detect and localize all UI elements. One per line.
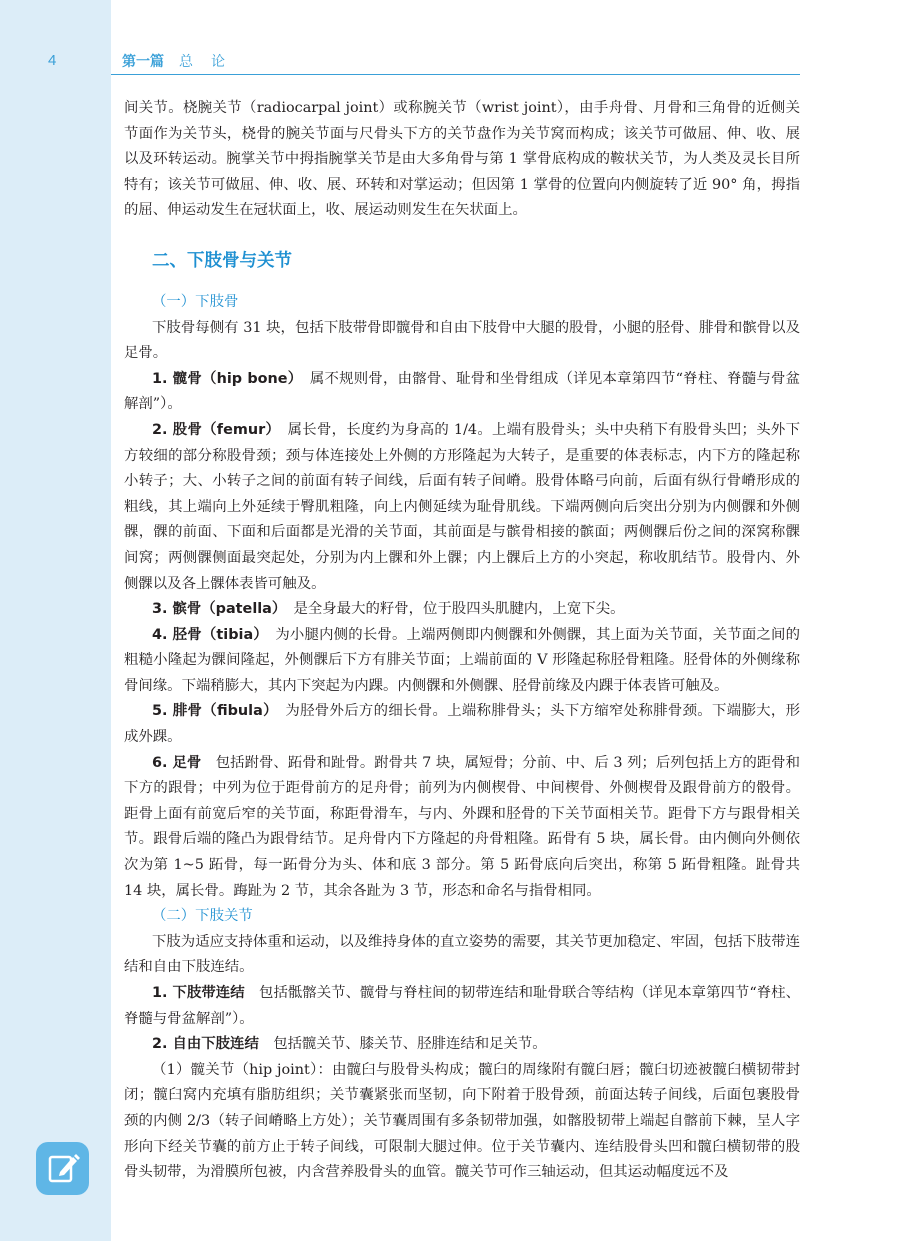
note-edit-button[interactable] — [36, 1142, 89, 1195]
list-item — [124, 623, 800, 700]
term: 2. 自由下肢连结 — [152, 1036, 259, 1053]
list-item — [124, 699, 800, 750]
term: 3. 髌骨（patella） — [152, 601, 280, 618]
item-text: 为小腿内侧的长骨。上端两侧即内侧髁和外侧髁，其上面为关节面，关节面之间的粗糙小隆起为髁间隆起，外侧髁后下方有腓关节面；上端前面的 V 形隆起称胫骨粗隆。胫骨体的外侧缘称骨间缘。下端稍膨大，其内下突起为内踝。内侧髁和外侧髁、胫骨前缘及内踝于体表皆可触及。 — [124, 626, 800, 694]
paragraph: （1）髋关节（hip joint）：由髋臼与股骨头构成；髋臼的周缘附有髋臼唇；髋臼切迹被髋臼横韧带封闭；髋臼窝内充填有脂肪组织；关节囊紧张而坚韧，向下附着于股骨颈，前面达转子间线，后面包裹股骨颈的内侧 2/3（转子间嵴略上方处）；关节囊周围有多条韧带加强，如髂股韧带上端起自髂前下棘，呈人字形向下经关节囊的前方止于转子间线，可限制大腿过伸。位于关节囊内、连结股骨头凹和髋臼横韧带的股骨头韧带，为滑膜所包被，内含营养股骨头的血管。髋关节可作三轴运动，但其运动幅度远不及 — [124, 1061, 800, 1181]
item-text: 包括骶髂关节、髋骨与脊柱间的韧带连结和耻骨联合等结构（详见本章第四节“脊柱、脊髓与骨盆解剖”）。 — [124, 985, 800, 1027]
term: 5. 腓骨（fibula） — [152, 703, 271, 720]
term: 1. 下肢带连结 — [152, 985, 245, 1001]
item-text: 属不规则骨，由髂骨、耻骨和坐骨组成（详见本章第四节“脊柱、脊髓与骨盆解剖”）。 — [124, 370, 800, 413]
paragraph: 下肢为适应支持体重和运动，以及维持身体的直立姿势的需要，其关节更加稳定、牢固，包括下肢带连结和自由下肢连结。 — [124, 933, 800, 976]
list-item — [124, 981, 800, 1032]
page-body — [124, 96, 800, 1186]
paragraph: 下肢骨每侧有 31 块，包括下肢带骨即髋骨和自由下肢骨中大腿的股骨，小腿的胫骨、腓骨和髌骨以及足骨。 — [124, 319, 800, 362]
paragraph: 间关节。桡腕关节（radiocarpal joint）或称腕关节（wrist joint），由手舟骨、月骨和三角骨的近侧关节面作为关节头，桡骨的腕关节面与尺骨头下方的关节盘作为关节窝而构成；该关节可做屈、伸、收、展以及环转运动。腕掌关节中拇指腕掌关节是由大多角骨与第 1 掌骨底构成的鞍状关节，为人类及灵长目所特有；该关节可做屈、伸、收、展、环转和对掌运动；但因第 1 掌骨的位置向内侧旋转了近 90° 角，拇指的屈、伸运动发生在冠状面上，收、展运动则发生在矢状面上。 — [124, 100, 800, 219]
header-part: 第一篇 — [122, 54, 164, 70]
item-text: 属长骨，长度约为身高的 1/4。上端有股骨头；头中央稍下有股骨头凹；头外下方较细的部分称股骨颈；颈与体连接处上外侧的方形隆起为大转子，是重要的体表标志，内下方的隆起称小转子；大、小转子之间的前面有转子间线，后面有转子间嵴。股骨体略弓向前，后面有纵行骨嵴形成的粗线，其上端向上外延续于臀肌粗隆，向上内侧延续为耻骨肌线。下端两侧向后突出分别为内侧髁和外侧髁，髁的前面、下面和后面都是光滑的关节面，其前面是与髌骨相接的髌面；两侧髁后份之间的深窝称髁间窝；两侧髁侧面最突起处，分别为内上髁和外上髁；内上髁后上方的小突起，称收肌结节。股骨内、外侧髁以及各上髁体表皆可触及。 — [124, 421, 800, 592]
item-text: 是全身最大的籽骨，位于股四头肌腱内，上宽下尖。 — [293, 601, 625, 618]
term: 6. 足骨 — [152, 754, 202, 771]
running-header — [111, 48, 800, 75]
subsection-heading-bones: （一）下肢骨 — [152, 293, 239, 310]
item-text: 包括跗骨、跖骨和趾骨。跗骨共 7 块，属短骨；分前、中、后 3 列；后列包括上方的距骨和下方的跟骨；中列为位于距骨前方的足舟骨；前列为内侧楔骨、中间楔骨、外侧楔骨及跟骨前方的骰骨。距骨上面有前宽后窄的关节面，称距骨滑车，与内、外踝和胫骨的下关节面相关节。距骨下方与跟骨相关节。跟骨后端的隆凸为跟骨结节。足舟骨内下方隆起的舟骨粗隆。跖骨有 5 块，属长骨。由内侧向外侧依次为第 1~5 跖骨，每一跖骨分为头、体和底 3 部分。第 5 跖骨底向后突出，称第 5 跖骨粗隆。趾骨共 14 块，属长骨。踇趾为 2 节，其余各趾为 3 节，形态和命名与指骨相同。 — [124, 754, 800, 899]
section-heading: 二、下肢骨与关节 — [152, 250, 292, 271]
term: 2. 股骨（femur） — [152, 421, 273, 438]
left-sidebar — [0, 0, 111, 1241]
item-text: 包括髋关节、膝关节、胫腓连结和足关节。 — [273, 1036, 547, 1053]
item-text: 为胫骨外后方的细长骨。上端称腓骨头；头下方缩窄处称腓骨颈。下端膨大，形成外踝。 — [124, 703, 800, 746]
list-item — [124, 1032, 800, 1058]
subsection-heading-joints: （二）下肢关节 — [152, 908, 253, 925]
list-item — [124, 597, 800, 623]
term: 4. 胫骨（tibia） — [152, 626, 261, 643]
header-chapter: 总论 — [179, 54, 243, 70]
pencil-note-icon — [36, 1142, 89, 1195]
page-number: 4 — [48, 52, 57, 69]
list-item — [124, 367, 800, 418]
term: 1. 髋骨（hip bone） — [152, 370, 296, 387]
list-item — [124, 418, 800, 597]
list-item — [124, 751, 800, 905]
